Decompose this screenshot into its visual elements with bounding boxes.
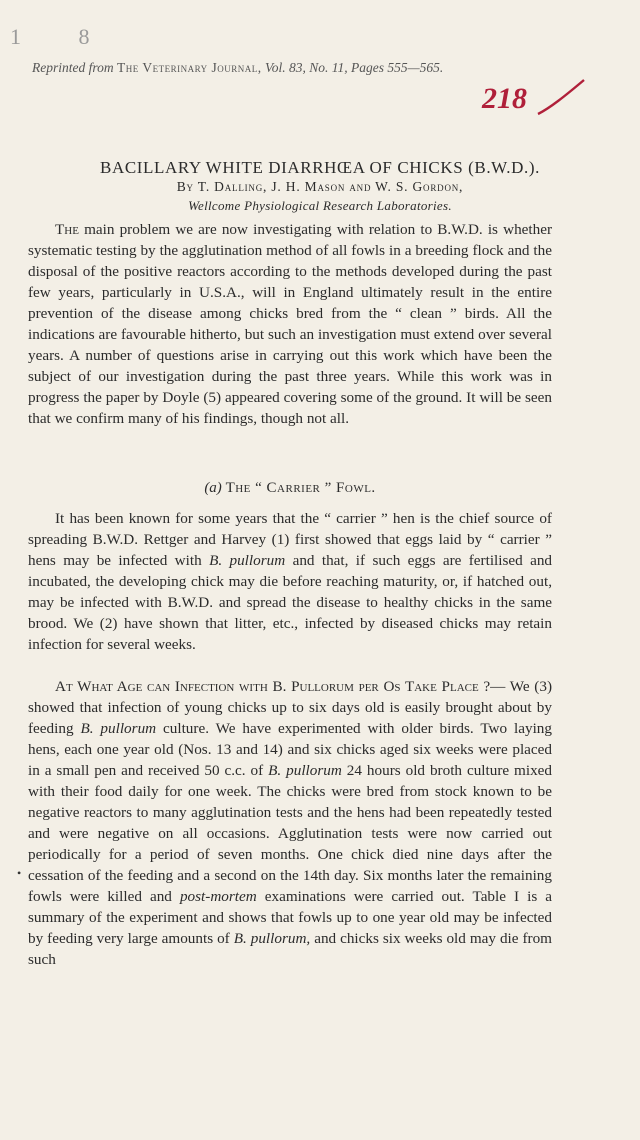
species-name: B. pullorum,: [233, 930, 311, 947]
article-affiliation: Wellcome Physiological Research Laboratories.: [188, 198, 452, 213]
infection-text-5: and chicks six weeks old may die from such: [28, 930, 552, 968]
section-title: The “ Carrier ” Fowl.: [225, 480, 376, 496]
handwritten-number-text: 218: [482, 82, 527, 115]
infection-text-1: — We (3) showed that infection of young chicks up to six days old is easily brought about by feeding: [28, 678, 553, 737]
infection-age-heading: At What Age can Infection with B. Pullorum per Os Take Place ?: [55, 678, 491, 695]
article-title: BACILLARY WHITE DIARRHŒA OF CHICKS (B.W.D.).: [100, 158, 540, 177]
handwritten-number: [480, 78, 590, 124]
carrier-paragraph: [28, 508, 552, 655]
intro-lead-word: The: [55, 221, 79, 238]
section-letter: (a): [204, 480, 222, 496]
species-name: B. pullorum: [80, 720, 157, 737]
species-name: B. pullorum: [268, 762, 342, 779]
corner-page-mark: 1 8: [10, 24, 116, 49]
infection-text-4: examinations were carried out. Table I is a summary of the experiment and shows that fowls up to one year old may be infected by feeding very large amounts of: [28, 888, 553, 947]
carrier-text-1: It has been known for some years that the “ carrier ” hen is the chief source of spreading B.W.D. Rettger and Harvey (1) first showed that eggs laid by “ carrier ” hens may be infected with: [28, 510, 552, 569]
carrier-text-2: and that, if such eggs are fertilised and incubated, the developing chick may die before reaching maturity, or, if hatched out, may be infected with B.W.D. and spread the disease to healthy chicks in the same brood. We (2) have shown that litter, etc., infected by diseased chicks may retain infection for several weeks.: [28, 552, 553, 653]
infection-text-2: culture. We have experimented with older birds. Two laying hens, each one year old (Nos. 13 and 14) and six chicks aged six weeks were placed in a small pen and received 50 c.c. of: [28, 720, 552, 779]
reprint-header: [32, 60, 622, 76]
reprint-prefix: Reprinted from: [32, 60, 114, 75]
species-name: B. pullorum: [209, 552, 286, 569]
journal-name: The Veterinary Journal,: [117, 60, 262, 75]
section-heading-a: [28, 480, 552, 497]
volume-pages: Vol. 83, No. 11, Pages 555—565.: [265, 60, 444, 75]
infection-text-3: 24 hours old broth culture mixed with their food daily for one week. The chicks were bred from stock known to be negative reactors to many agglutination tests and the hens had been repeatedly tested and were negative on all occasions. Agglutination tests were now carried out periodically for a period of seven months. One chick died nine days after the cessation of the feeding and a second on the 14th day. Six months later the remaining fowls were killed and: [28, 762, 553, 905]
intro-paragraph: [28, 219, 552, 429]
margin-dot: •: [17, 866, 22, 880]
infection-age-paragraph: [28, 676, 552, 970]
handwritten-flourish-icon: [480, 78, 590, 124]
post-mortem-term: post-mortem: [179, 888, 257, 905]
article-authors: By T. Dalling, J. H. Mason and W. S. Gordon,: [176, 179, 464, 194]
intro-text: main problem we are now investigating with relation to B.W.D. is whether systematic testing by the agglutination method of all fowls in a breeding flock and the disposal of the positive reactors according to the methods developed during the past few years, particularly in U.S.A., will in England ultimately result in the entire prevention of the disease among chicks bred from the “ clean ” birds. All the indications are favourable hitherto, but such an investigation must extend over several years. A number of questions arise in carrying out this work which have been the subject of our investigation during the past three years. While this work was in progress the paper by Doyle (5) appeared covering some of the ground. It will be seen that we confirm many of his findings, though not all.: [28, 221, 553, 427]
